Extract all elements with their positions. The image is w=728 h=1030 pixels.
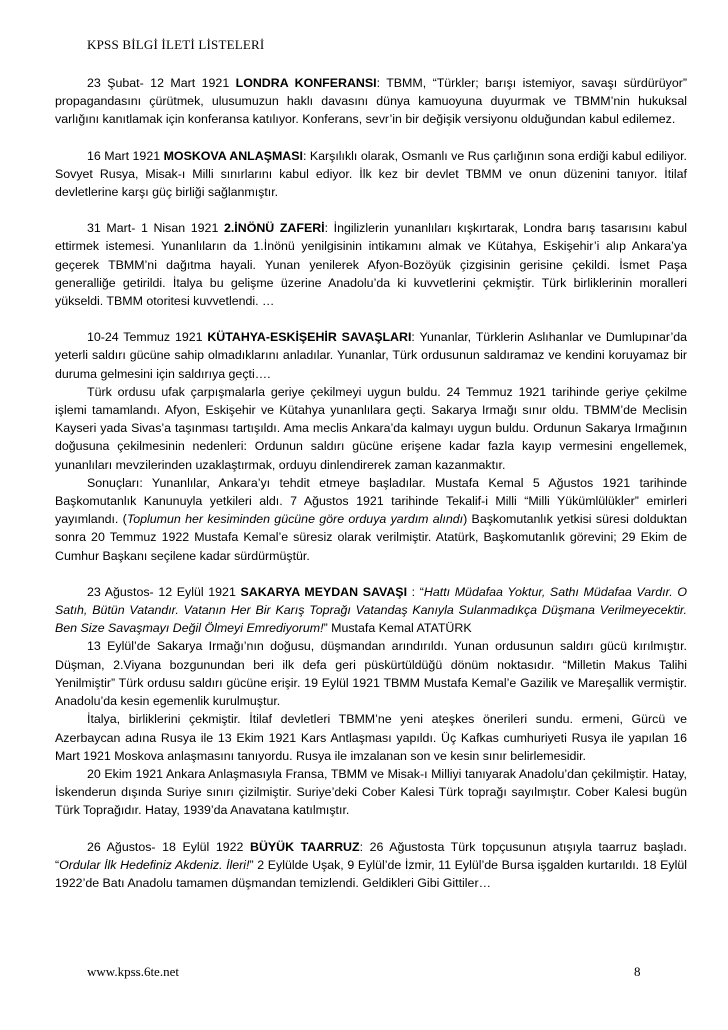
paragraph-sakarya-victory: 13 Eylül’de Sakarya Irmağı’nın doğusu, düşmandan arındırıldı. Yunan ordusunun saldırı gücü kırılmıştır. Düşman, 2.Viyana bozgunundan beri ilk defa geri püskürtüldüğü dönüm noktasıdır. “Milletin Makus Talihi Yenilmiştir” Türk ordusu saldırı gücüne erişir. 19 Eylül 1921 TBMM Mustafa Kemal’e Gazilik ve Mareşallik vermiştir. Anadolu’da kesin egemenlik kurulmuştur. — [55, 639, 687, 709]
event-text-end: ” 2 Eylülde Uşak, 9 Eylül’de İzmir, 11 Eylül’de Bursa işgalden kurtarıldı. 18 Eylül 1922’de Batı Anadolu tamamen düşmandan temizlendi. Geldikleri Gibi Gittiler… — [55, 857, 687, 890]
event-heading: SAKARYA MEYDAN SAVAŞI — [240, 584, 408, 599]
quote-attribution: ” Mustafa Kemal ATATÜRK — [323, 621, 472, 636]
paragraph-buyuk-taarruz — [55, 838, 687, 893]
paragraph-kutahya-results — [55, 474, 687, 565]
ataturk-quote: Ordular İlk Hedefiniz Akdeniz. İleri! — [59, 857, 250, 872]
event-date: 31 Mart- 1 Nisan 1921 — [87, 221, 224, 236]
paragraph-sakarya-kars: İtalya, birliklerini çekmiştir. İtilaf devletleri TBMM’ne yeni ateşkes önerileri sundu. ermeni, Gürcü ve Azerbaycan adına Rusya ile 13 Ekim 1921 Kars Antlaşması yapıldı. Üç Kafkas cumhuriyeti Rusya ile yapılan 16 Mart 1921 Moskova anlaşmasını tanıyordu. Rusya ile imzalanan son ve kesin sınır belirlemesidir. — [55, 712, 687, 763]
event-text: : Karşılıklı olarak, Osmanlı ve Rus çarlığının sona erdiği kabul ediliyor. Sovyet Rusya, Misak-ı Milli sınırlarını kabul ediyor. İlk kez bir devlet TBMM ve onun düzenini tanıyor. İtilaf devletlerine karşı güç birliği sağlanmıştır. — [55, 148, 687, 200]
event-date: 16 Mart 1921 — [87, 148, 164, 163]
paragraph-sakarya-ankara: 20 Ekim 1921 Ankara Anlaşmasıyla Fransa, TBMM ve Misak-ı Milliyi tanıyarak Anadolu’dan çekilmiştir. Hatay, İskenderun dışında Suriye sınırı çizilmiştir. Suriye’deki Cober Kalesi Türk toprağı sayılmıştır. Cober Kalesi bugün Türk Toprağıdır. Hatay, 1939’da Anavatana katılmıştır. — [55, 766, 687, 818]
event-date: 10-24 Temmuz 1921 — [87, 330, 208, 345]
event-heading: KÜTAHYA-ESKİŞEHİR SAVAŞLARI — [207, 330, 412, 345]
event-heading: LONDRA KONFERANSI — [235, 76, 377, 90]
paragraph-kutahya-eskisehir — [55, 328, 687, 383]
footer-url: www.kpss.6te.net — [87, 964, 179, 979]
ataturk-quote: Hattı Müdafaa Yoktur, Sathı Müdafaa Vardır. O Satıh, Bütün Vatandır. Vatanın Her Bir Karış Toprağı Vatandaş Kanıyla Sulanmadıkça Düşmana Verilmeyecektir. Ben Size Savaşmayı Değil Ölmeyi Emrediyorum! — [55, 584, 687, 636]
event-heading: BÜYÜK TAARRUZ — [250, 839, 360, 854]
page-header: KPSS BİLGİ İLETİ LİSTELERİ — [87, 37, 265, 52]
event-text: : Yunanlar, Türklerin Aslıhanlar ve Dumlupınar’da yeterli saldırı gücüne sahip olmadıklarını anladılar. Yunanlar, Türk ordusunun saldıramaz ve kendini koruyamaz bir duruma gelmesini için saldırıya geçti…. — [55, 330, 687, 381]
paragraph-kutahya-retreat: Türk ordusu ufak çarpışmalarla geriye çekilmeyi uygun buldu. 24 Temmuz 1921 tarihinde geriye çekilme işlemi tamamlandı. Afyon, Eskişehir ve Kütahya yunanlılara geçti. Sakarya Irmağı sınır oldu. TBMM’de Meclisin Kayseri yada Sivas’a taşınması tartışıldı. Ama meclis Ankara’da kalmayı uygun buldu. Ordunun Sakarya Irmağının doğusuna çekilmesinin nedenleri: Ordunun saldırı gücüne erişene kadar fazla kayıp vermesini engellemek, yunanlıları mevzilerinden uzaklaştırmak, orduyu dinlendirerek zaman kazanmaktır. — [55, 384, 687, 472]
results-quote: Toplumun her kesiminden gücüne göre orduya yardım alındı — [126, 512, 464, 527]
event-text: : 26 Ağustosta Türk topçusunun atışıyla taarruz başladı. “ — [55, 839, 687, 872]
event-heading: 2.İNÖNÜ ZAFERİ — [223, 221, 325, 236]
paragraph-moskova-anlasmasi — [55, 147, 687, 202]
paragraph-inonu-zaferi — [55, 219, 687, 310]
paragraph-londra-konferansi — [55, 74, 687, 129]
event-heading: MOSKOVA ANLAŞMASI — [163, 148, 303, 163]
results-text: Sonuçları: Yunanlılar, Ankara’yı tehdit etmeye başladılar. Mustafa Kemal 5 Ağustos 1921 tarihinde Başkomutanlık Kanunuyla yetkileri aldı. 7 Ağustos 1921 tarihinde Tekalif-i Milli “Milli Yükümlülükler” emirleri yayımlandı. ( — [55, 475, 687, 527]
page-number: 8 — [634, 964, 641, 979]
paragraph-sakarya — [55, 583, 687, 638]
event-text: : TBMM, “Türkler; barışı istemiyor, savaşı sürdürüyor” propagandasını çürütmek, ulusumuzun haklı davasını dünya kamuoyuna duyurmak ve TBMM’nin hukuksal varlığını kanıtlamak için konferansa katılıyor. Konferans, sevr’in bir değişik versiyonu olduğundan kabul edilemez. — [55, 76, 687, 127]
results-text-end: ) Başkomutanlık yetkisi süresi dolduktan sonra 20 Temmuz 1922 Mustafa Kemal’e süresiz olarak verilmiştir. Atatürk, Başkomutanlık görevini; 29 Ekim de Cumhur Başkanı seçilene kadar sürdürmüştür. — [55, 512, 687, 563]
event-date: 26 Ağustos- 18 Eylül 1922 — [87, 839, 250, 854]
event-date: 23 Ağustos- 12 Eylül 1921 — [87, 584, 241, 599]
event-text: : İngilizlerin yunanlıları kışkırtarak, Londra barış tasarısını kabul ettirmek istemesi. Yunanlıların da 1.İnönü yenilgisinin intikamını almak ve Kütahya, Eskişehir’i alıp Ankara’ya geçerek TBMM’ni dağıtma hayali. Yunan yenilerek Afyon-Bozöyük çizgisinin gerisine çekildi. İsmet Paşa generalliğe getirildi. İtalya bu gelişme üzerine Anadolu’da ki kuvvetlerini çekmiştir. Türk birliklerinin moralleri yükseldi. TBMM otoritesi kuvvetlendi. … — [55, 221, 687, 309]
event-date: 23 Şubat- 12 Mart 1921 — [87, 76, 236, 90]
document-body — [55, 74, 687, 910]
quote-open: : “ — [407, 584, 424, 599]
